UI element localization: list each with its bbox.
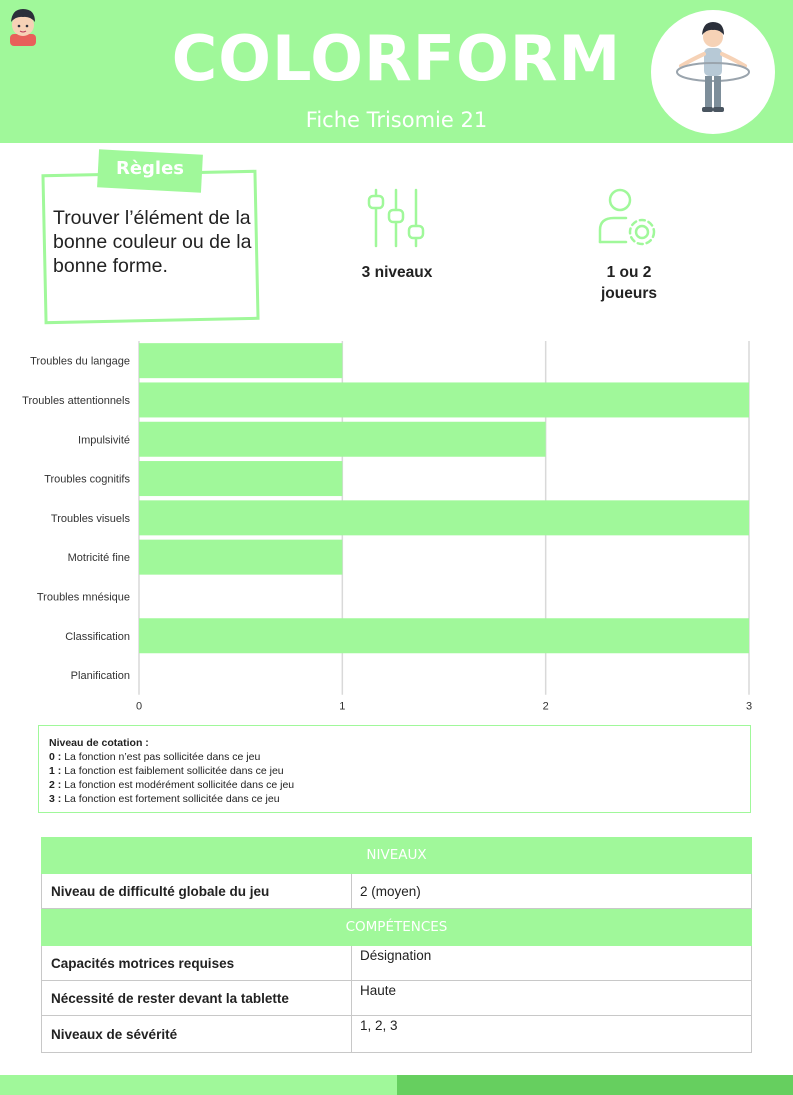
table-row [41,946,752,981]
chart-tick-label: 3 [745,700,753,713]
page-subtitle: Fiche Trisomie 21 [305,108,488,132]
legend-item: 0 : La fonction n’est pas sollicitée dans ce jeu [49,751,261,763]
row-label: Capacités motrices requises [42,946,352,980]
legend-item: 2 : La fonction est modérément sollicitée dans ce jeu [49,779,295,791]
chart-category-label: Troubles visuels [50,512,130,525]
rules-text: Trouver l’élément de la bonne couleur ou de la bonne forme. [53,207,252,277]
chart-bar [139,500,749,535]
legend-item: 3 : La fonction est fortement sollicitée dans ce jeu [49,793,280,805]
chart-tick-label: 2 [542,700,549,713]
chart-bar [139,461,342,496]
competences-header: COMPÉTENCES [41,909,752,946]
levels-feature: 3 niveaux [361,264,433,281]
row-label: Niveaux de sévérité [42,1016,352,1052]
difficulty-value: 2 (moyen) [360,883,421,899]
info-table [41,837,752,1053]
chart-category-label: Classification [65,630,130,643]
chart-bar [139,618,749,653]
legend-title: Niveau de cotation : [49,737,149,749]
scoring-legend [38,725,751,813]
mascot-badge [651,10,775,134]
chart-category-label: Troubles cognitifs [44,473,130,486]
user-settings-icon [596,186,662,252]
chart-tick-label: 1 [339,700,346,713]
chart-category-label: Troubles du langage [30,355,130,368]
page-title: COLORFORM [171,22,622,95]
players-line-2: joueurs [601,285,657,302]
players-feature [559,262,699,304]
chart-bar [139,422,546,457]
chart-category-label: Impulsivité [78,434,130,447]
table-row [41,981,752,1016]
rules-tag-label: Règles [115,158,185,179]
footer-bar-dark [397,1075,793,1095]
chart-category-label: Troubles mnésique [36,591,130,604]
table-row [41,1016,752,1053]
chart-category-label: Planification [70,670,130,683]
row-value: 1, 2, 3 [360,1018,398,1033]
chart-category-label: Motricité fine [67,552,130,565]
chart-bar [139,382,749,417]
sliders-icon [366,186,428,250]
table-row [41,874,752,909]
footer-bar-light [0,1075,397,1095]
chart-bar [139,343,342,378]
row-value: Désignation [360,948,432,963]
chart-category-label: Troubles attentionnels [22,394,130,407]
legend-item: 1 : La fonction est faiblement sollicitée dans ce jeu [49,765,284,777]
difficulty-label: Niveau de difficulté globale du jeu [42,874,352,908]
chart-tick-label: 0 [135,700,143,713]
child-hula-hoop-illustration [651,10,775,134]
niveaux-header: NIVEAUX [41,837,752,874]
functions-bar-chart [0,330,793,720]
players-line-1: 1 ou 2 [606,264,652,281]
row-label: Nécessité de rester devant la tablette [42,981,352,1015]
row-value: Haute [360,983,397,998]
chart-bar [139,540,342,575]
